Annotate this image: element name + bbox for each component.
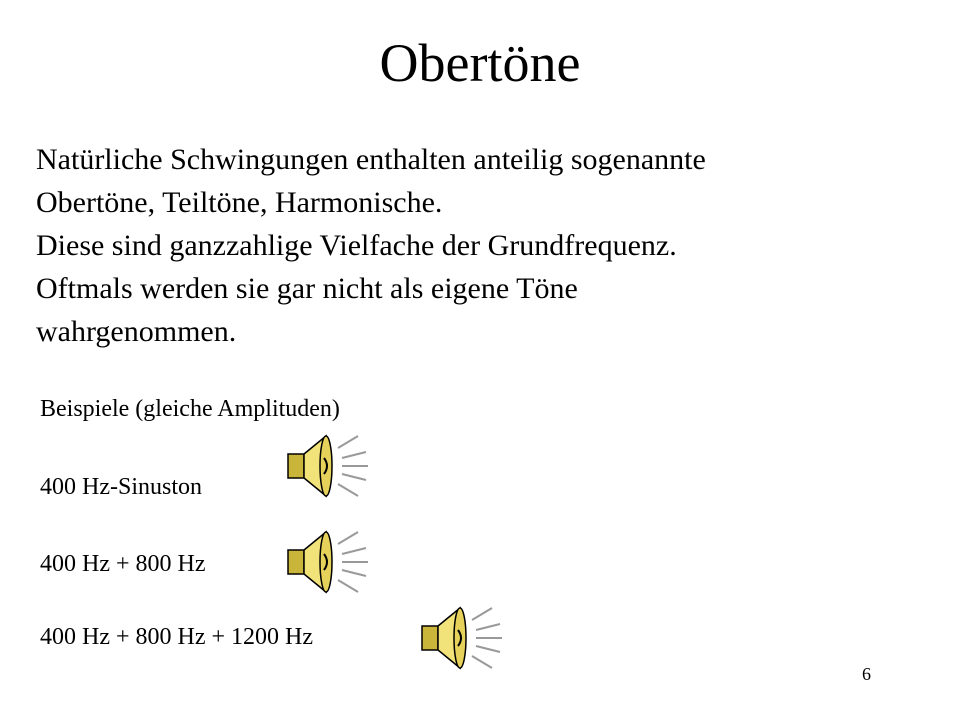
- examples-heading: Beispiele (gleiche Amplituden): [40, 396, 340, 422]
- body-line: Obertöne, Teiltöne, Harmonische.: [36, 186, 443, 219]
- example-label-400hz: 400 Hz-Sinuston: [40, 474, 202, 500]
- slide-body-text: [36, 138, 916, 353]
- body-line: wahrgenommen.: [36, 315, 237, 348]
- slide-title: Obertöne: [379, 33, 581, 93]
- page-number: 6: [862, 664, 871, 684]
- body-line: Natürliche Schwingungen enthalten anteilig sogenannte: [36, 143, 706, 176]
- body-line: Diese sind ganzzahlige Vielfache der Grundfrequenz.: [36, 229, 677, 262]
- speaker-icon[interactable]: [286, 528, 370, 598]
- example-label-400-800-1200hz: 400 Hz + 800 Hz + 1200 Hz: [40, 624, 314, 650]
- example-label-400-800hz: 400 Hz + 800 Hz: [40, 551, 206, 577]
- speaker-icon[interactable]: [286, 432, 370, 502]
- body-line: Oftmals werden sie gar nicht als eigene Töne: [36, 272, 578, 305]
- speaker-icon[interactable]: [420, 604, 504, 674]
